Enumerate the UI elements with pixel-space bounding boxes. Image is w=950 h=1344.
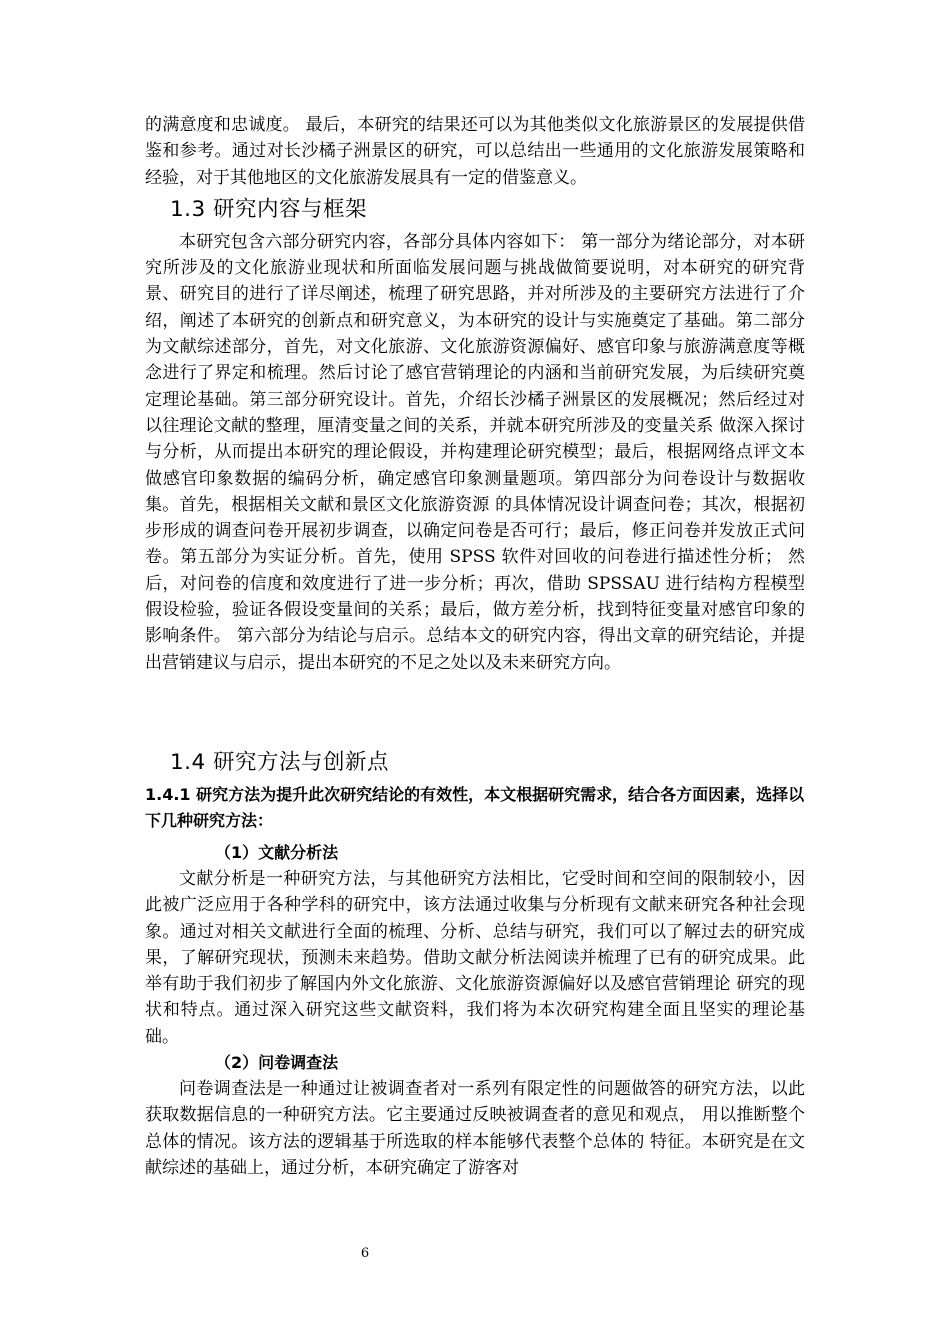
paragraph-literature-analysis: 文献分析是一种研究方法，与其他研究方法相比，它受时间和空间的限制较小，因此被广泛应用于各种学科的研究中，该方法通过收集与分析现有文献来研究各种社会现象。通过对相关文献进行全面的梳理、分析、总结与研究，我们可以了解过去的研究成果，了解研究现状，预测未来趋势。借助文献分析法阅读并梳理了已有的研究成果。此举有助于我们初步了解国内外文化旅游、文化旅游资源偏好以及感官营销理论 研究的现状和特点。通过深入研究这些文献资料，我们将为本次研究构建全面且坚实的理论基础。 xyxy=(145,868,805,1047)
heading-1-3: 1.3 研究内容与框架 xyxy=(170,196,368,222)
paragraph-research-content: 本研究包含六部分研究内容，各部分具体内容如下： 第一部分为绪论部分，对本研究所涉及的文化旅游业现状和所面临发展问题与挑战做简要说明，对本研究的研究背景、研究目的进行了详尽阐述，梳理了研究思路，并对所涉及的主要研究方法进行了介绍，阐述了本研究的创新点和研究意义，为本研究的设计与实施奠定了基础。第二部分为文献综述部分，首先，对文化旅游、文化旅游资源偏好、感官印象与旅游满意度等概念进行了界定和梳理。然后讨论了感官营销理论的内涵和当前研究发展，为后续研究奠定理论基础。第三部分研究设计。首先，介绍长沙橘子洲景区的发展概况；然后经过对以往理论文献的整理，厘清变量之间的关系，并就本研究所涉及的变量关系 做深入探讨与分析，从而提出本研究的理论假设，并构建理论研究模型；最后，根据网络点评文本做感官印象数据的编码分析，确定感官印象测量题项。第四部分为问卷设计与数据收集。首先，根据相关文献和景区文化旅游资源 的具体情况设计调查问卷；其次，根据初步形成的调查问卷开展初步调查，以确定问卷是否可行；最后，修正问卷并发放正式问卷。第五部分为实证分析。首先，使用 SPSS 软件对回收的问卷进行描述性分析； 然后，对问卷的信度和效度进行了进一步分析；再次，借助 SPSSAU 进行结构方程模型假设检验，验证各假设变量间的关系；最后，做方差分析，找到特征变量对感官印象的影响条件。 第六部分为结论与启示。总结本文的研究内容，得出文章的研究结论，并提出营销建议与启示，提出本研究的不足之处以及未来研究方向。 xyxy=(145,231,805,673)
method-heading-literature: （1）文献分析法 xyxy=(215,842,339,862)
page-number: 6 xyxy=(360,1246,370,1261)
document-page xyxy=(145,112,805,1181)
heading-1-4-1: 1.4.1 研究方法为提升此次研究结论的有效性，本文根据研究需求，结合各方面因素，选择以下几种研究方法： xyxy=(145,784,805,830)
paragraph-questionnaire: 问卷调查法是一种通过让被调查者对一系列有限定性的问题做答的研究方法，以此获取数据信息的一种研究方法。它主要通过反映被调查者的意见和观点， 用以推断整个总体的情况。该方法的逻辑基于所选取的样本能够代表整个总体的 特征。本研究是在文献综述的基础上，通过分析，本研究确定了游客对 xyxy=(145,1079,805,1178)
paragraph-intro-end: 的满意度和忠诚度。 最后，本研究的结果还可以为其他类似文化旅游景区的发展提供借鉴和参考。通过对长沙橘子洲景区的研究，可以总结出一些通用的文化旅游发展策略和经验，对于其他地区的文化旅游发展具有一定的借鉴意义。 xyxy=(145,115,805,188)
spacer xyxy=(145,676,805,744)
heading-1-4: 1.4 研究方法与创新点 xyxy=(170,749,390,775)
method-heading-questionnaire: （2）问卷调查法 xyxy=(215,1053,339,1073)
